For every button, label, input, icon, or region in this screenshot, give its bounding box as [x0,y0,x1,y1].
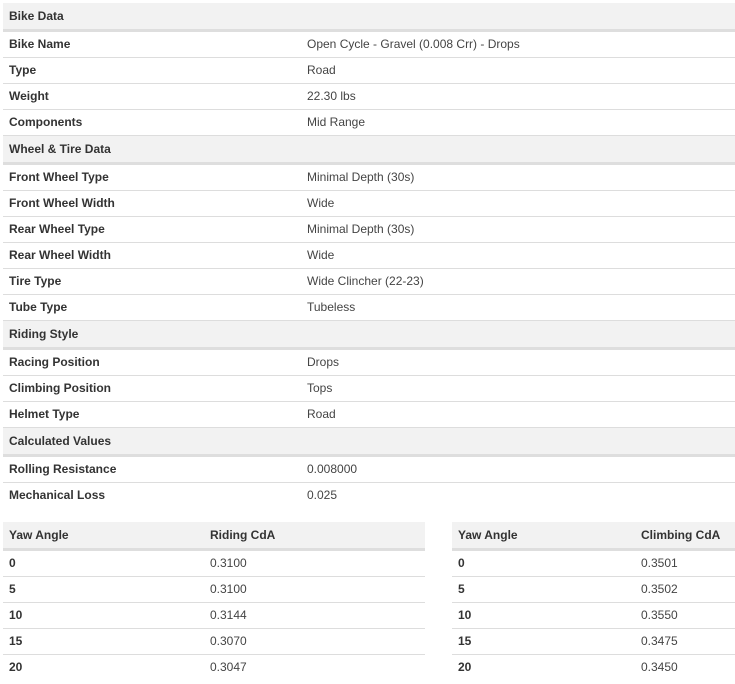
cda-cell: 0.3070 [210,634,247,648]
row-value: Road [307,407,336,421]
table-row [3,603,425,629]
row-label: Helmet Type [9,407,80,421]
yaw-angle-cell: 15 [458,634,472,648]
table-row [452,551,735,577]
table-row [452,603,735,629]
section-header-calculated-values: Calculated Values [3,428,735,457]
table-row [3,402,735,428]
table-row [3,243,735,269]
table-row [3,655,425,680]
cda-cell: 0.3475 [641,634,678,648]
row-label: Components [9,115,83,129]
row-label: Weight [9,89,49,103]
yaw-angle-cell: 10 [458,608,472,622]
table-row [3,217,735,243]
climbing-cda-header: Climbing CdA [641,528,721,542]
table-row [3,483,735,508]
row-value: 22.30 lbs [307,89,356,103]
yaw-angle-cell: 10 [9,608,23,622]
yaw-angle-cell: 5 [9,582,16,596]
table-row [452,629,735,655]
row-label: Tube Type [9,300,68,314]
row-value: Tubeless [307,300,356,314]
row-label: Rear Wheel Type [9,222,105,236]
table-header [452,522,735,551]
row-label: Rolling Resistance [9,462,117,476]
row-value: 0.025 [307,488,338,502]
row-label: Racing Position [9,355,100,369]
row-label: Type [9,63,37,77]
row-value: Wide [307,196,335,210]
cda-cell: 0.3100 [210,582,247,596]
cda-cell: 0.3450 [641,660,678,674]
row-label: Climbing Position [9,381,111,395]
table-row [3,110,735,136]
row-value: Minimal Depth (30s) [307,222,415,236]
row-value: Drops [307,355,340,369]
row-label: Tire Type [9,274,62,288]
row-value: Tops [307,381,333,395]
table-row [3,84,735,110]
bike-details-table [3,3,735,508]
cda-cell: 0.3502 [641,582,678,596]
climbing-cda-table [452,522,735,680]
table-header [3,522,425,551]
section-header-wheel-tire-data: Wheel & Tire Data [3,136,735,165]
cda-cell: 0.3100 [210,556,247,570]
row-value: Wide [307,248,335,262]
yaw-angle-header: Yaw Angle [9,528,69,542]
table-row [3,457,735,483]
yaw-angle-cell: 20 [9,660,23,674]
yaw-angle-header: Yaw Angle [458,528,518,542]
row-label: Rear Wheel Width [9,248,111,262]
yaw-angle-cell: 20 [458,660,472,674]
row-label: Bike Name [9,37,71,51]
yaw-angle-cell: 0 [458,556,465,570]
row-value: Wide Clincher (22-23) [307,274,424,288]
table-row [3,295,735,321]
table-row [3,269,735,295]
table-row [3,58,735,84]
cda-cell: 0.3550 [641,608,678,622]
row-value: Mid Range [307,115,366,129]
cda-cell: 0.3047 [210,660,247,674]
table-row [452,655,735,680]
row-label: Front Wheel Type [9,170,109,184]
cda-cell: 0.3501 [641,556,678,570]
cda-cell: 0.3144 [210,608,247,622]
table-row [3,191,735,217]
table-row [3,376,735,402]
yaw-angle-cell: 15 [9,634,23,648]
row-label: Mechanical Loss [9,488,106,502]
table-row [3,350,735,376]
table-row [3,165,735,191]
riding-cda-table [3,522,425,680]
row-value: Road [307,63,336,77]
table-row [3,577,425,603]
riding-cda-header: Riding CdA [210,528,276,542]
table-row [3,32,735,58]
section-header-riding-style: Riding Style [3,321,735,350]
row-label: Front Wheel Width [9,196,115,210]
row-value: Minimal Depth (30s) [307,170,415,184]
table-row [3,551,425,577]
yaw-angle-cell: 0 [9,556,16,570]
row-value: 0.008000 [307,462,358,476]
row-value: Open Cycle - Gravel (0.008 Crr) - Drops [307,37,520,51]
section-header-bike-data: Bike Data [3,3,735,32]
table-row [3,629,425,655]
yaw-angle-cell: 5 [458,582,465,596]
table-row [452,577,735,603]
